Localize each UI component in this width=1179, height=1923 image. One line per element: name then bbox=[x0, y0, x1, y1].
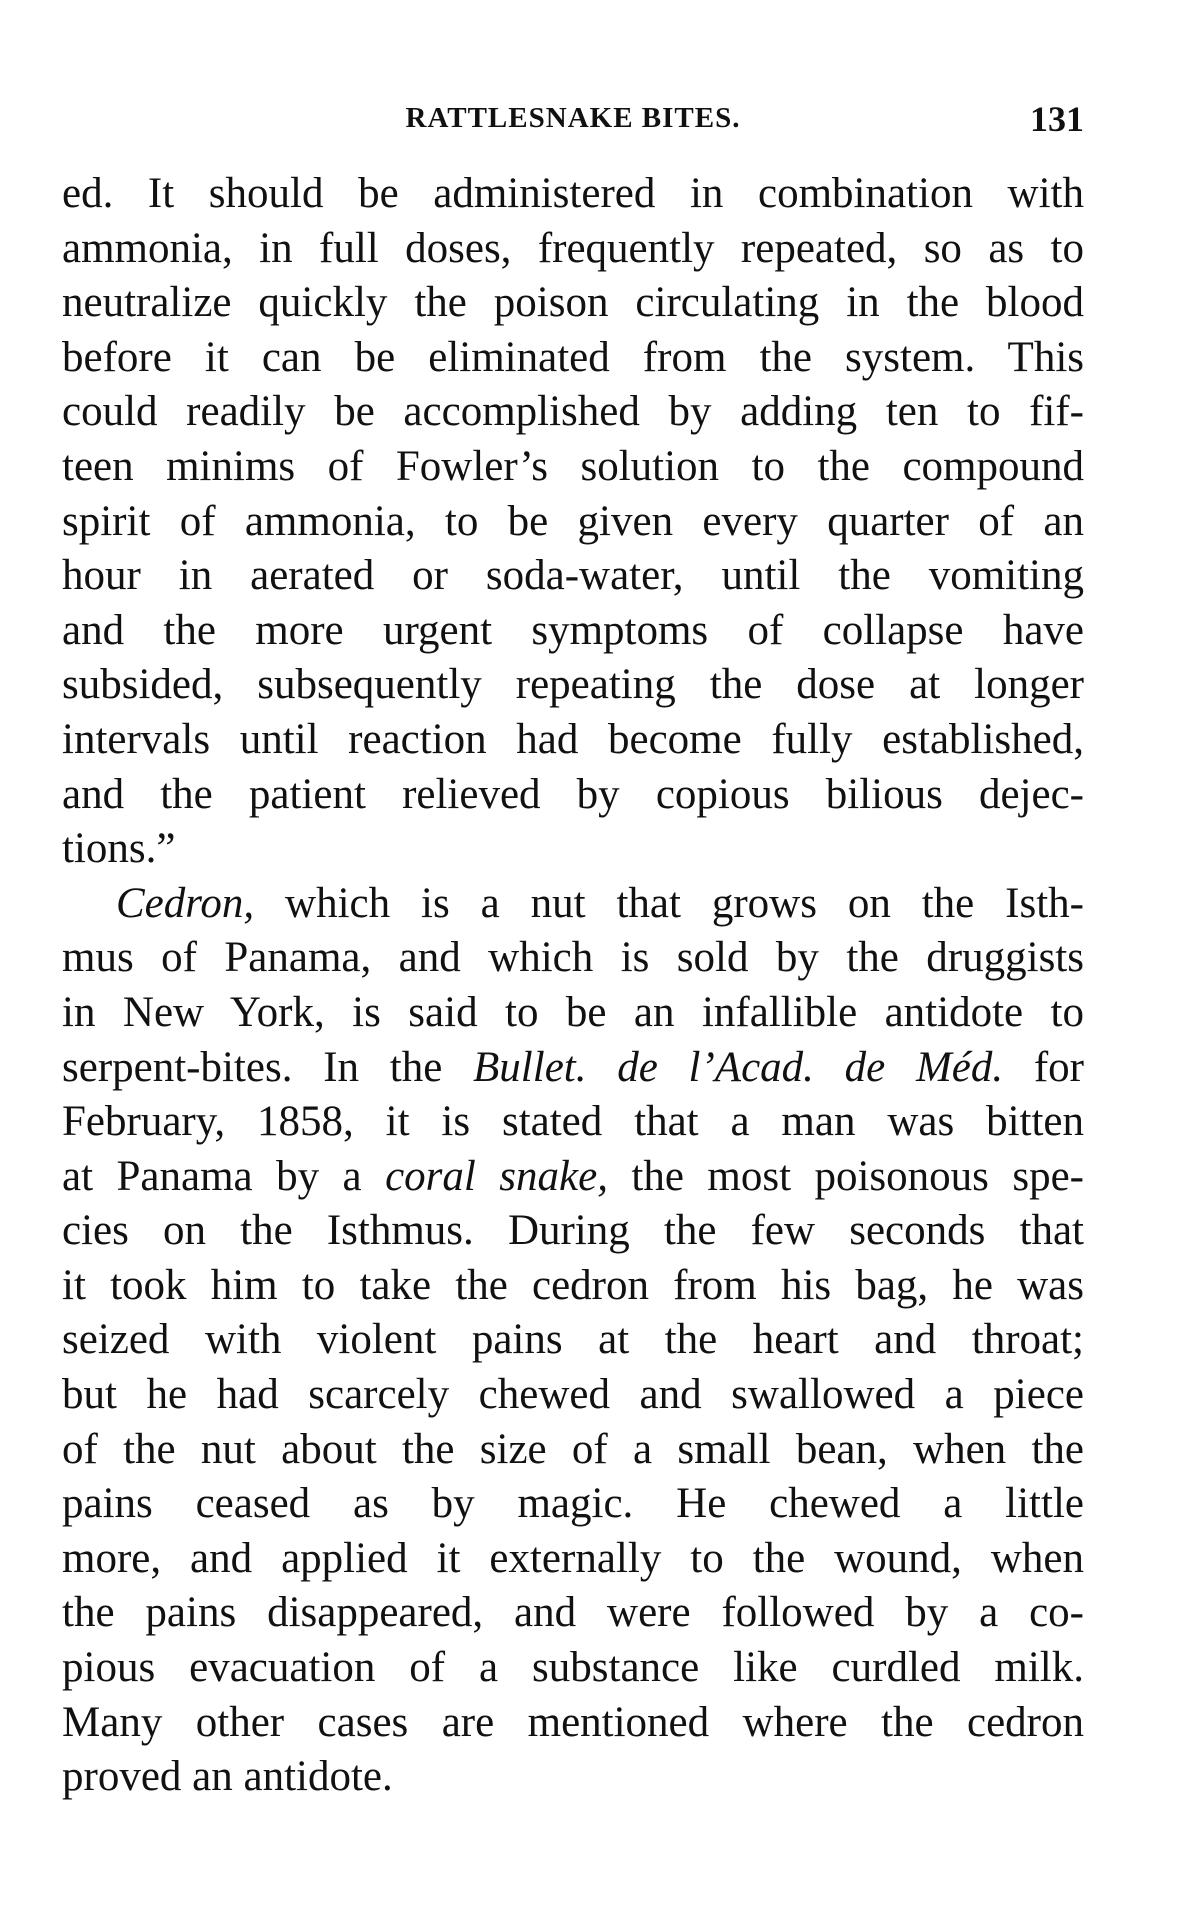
text-line: could readily be accomplished by adding ten to fif- bbox=[62, 388, 1084, 436]
text-line: teen minims of Fowler’s solution to the compound bbox=[62, 442, 1084, 490]
text-line: cies on the Isthmus. During the few seconds that bbox=[62, 1207, 1084, 1255]
text-line: and the patient relieved by copious bilious dejec- bbox=[62, 770, 1084, 818]
text-line: tions.” bbox=[62, 825, 176, 873]
text-segment: which is a nut that grows on the Isth- bbox=[254, 879, 1084, 927]
running-title: RATTLESNAKE BITES. bbox=[405, 102, 741, 134]
text-line: subsided, subsequently repeating the dose at longer bbox=[62, 661, 1084, 709]
text-segment: the most poisonous spe- bbox=[607, 1152, 1084, 1200]
text-line bbox=[62, 1150, 1084, 1205]
text-line: seized with violent pains at the heart and throat; bbox=[62, 1316, 1084, 1364]
text-line: proved an antidote. bbox=[62, 1753, 393, 1801]
italic-term-coral-snake: coral snake, bbox=[385, 1152, 608, 1200]
text-line bbox=[62, 877, 1084, 932]
italic-citation: Bullet. de l’Acad. de Méd. bbox=[473, 1043, 1004, 1091]
text-line: and the more urgent symptoms of collapse have bbox=[62, 606, 1084, 654]
text-line: mus of Panama, and which is sold by the druggists bbox=[62, 934, 1084, 982]
text-line: neutralize quickly the poison circulating in the blood bbox=[62, 279, 1084, 327]
text-line: pains ceased as by magic. He chewed a little bbox=[62, 1480, 1084, 1528]
text-line: of the nut about the size of a small bean, when the bbox=[62, 1425, 1084, 1473]
text-line: ed. It should be administered in combination with bbox=[62, 170, 1084, 217]
body-text bbox=[62, 167, 1084, 1805]
text-segment: serpent-bites. In the bbox=[62, 1043, 474, 1091]
text-line: it took him to take the cedron from his bag, he was bbox=[62, 1261, 1084, 1309]
text-line: more, and applied it externally to the wound, when bbox=[62, 1534, 1084, 1582]
text-segment: at Panama by a bbox=[62, 1152, 386, 1200]
italic-term-cedron: Cedron, bbox=[116, 879, 255, 927]
text-line: pious evacuation of a substance like curdled milk. bbox=[62, 1644, 1084, 1692]
text-line: in New York, is said to be an infallible antidote to bbox=[62, 988, 1084, 1036]
text-line: hour in aerated or soda-water, until the vomiting bbox=[62, 552, 1084, 600]
text-line: ammonia, in full doses, frequently repeated, so as to bbox=[62, 224, 1084, 272]
page-number: 131 bbox=[1030, 99, 1084, 139]
running-head bbox=[62, 98, 1084, 146]
text-line: before it can be eliminated from the system. This bbox=[62, 333, 1084, 381]
text-segment: for bbox=[1003, 1043, 1085, 1091]
text-line: February, 1858, it is stated that a man was bitten bbox=[62, 1098, 1084, 1146]
text-line bbox=[62, 1041, 1084, 1096]
text-line: Many other cases are mentioned where the cedron bbox=[62, 1698, 1084, 1746]
text-line: but he had scarcely chewed and swallowed a piece bbox=[62, 1371, 1084, 1419]
text-line: spirit of ammonia, to be given every quarter of an bbox=[62, 497, 1084, 545]
text-line: the pains disappeared, and were followed by a co- bbox=[62, 1589, 1084, 1637]
text-line: intervals until reaction had become fully established, bbox=[62, 715, 1084, 763]
